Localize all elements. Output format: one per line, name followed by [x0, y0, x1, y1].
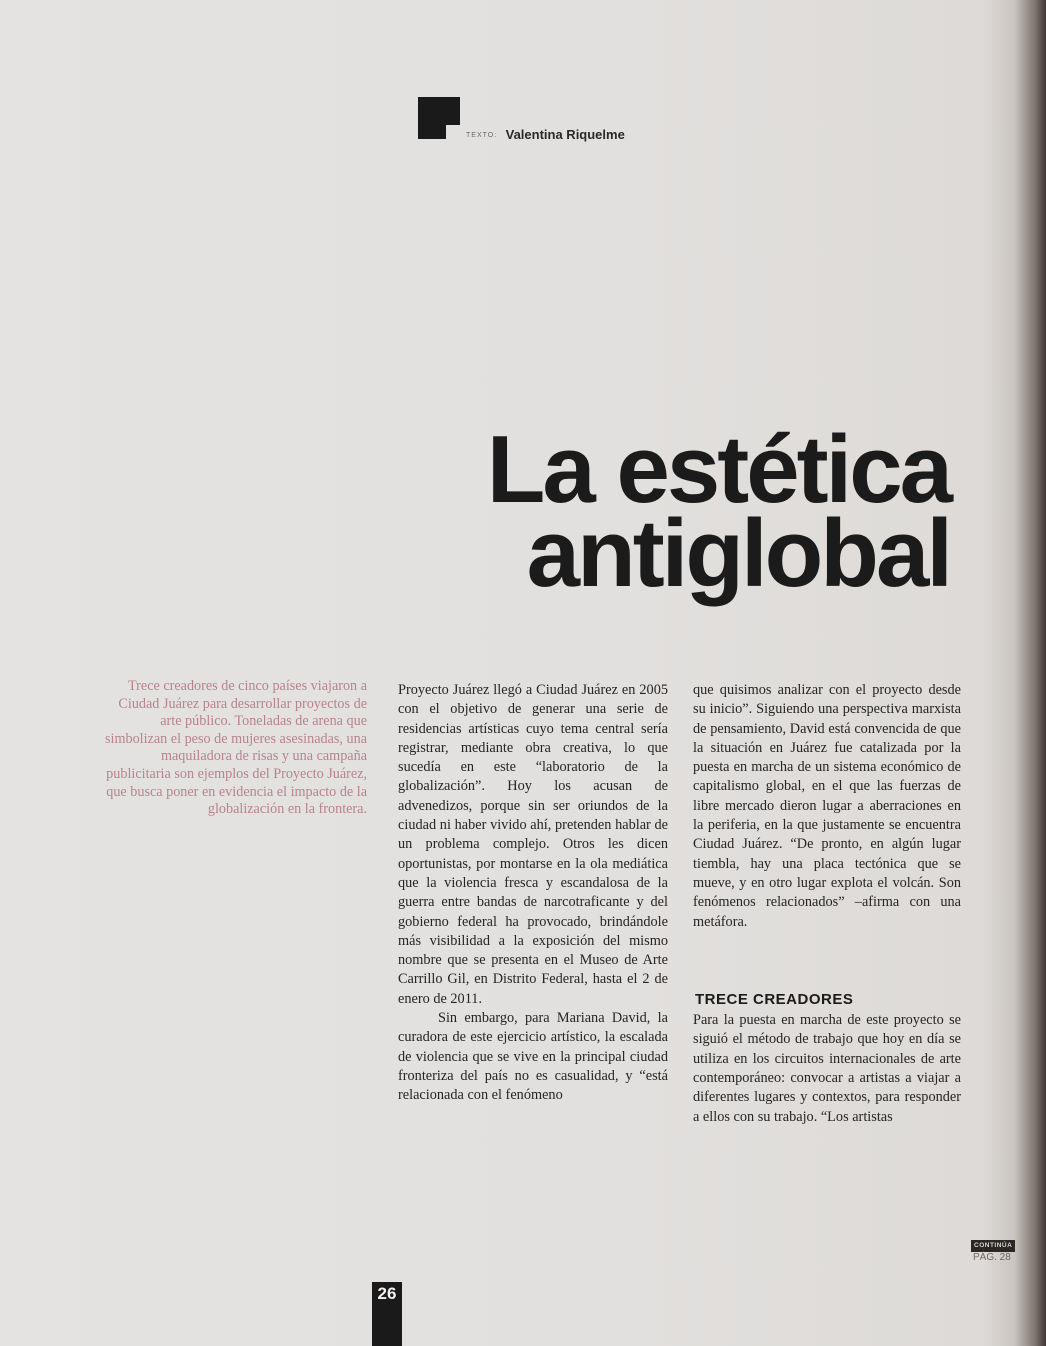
headline	[486, 416, 950, 607]
continue-marker	[971, 1240, 1015, 1263]
headline-line-2: antiglobal	[526, 500, 950, 607]
page-number: 26	[377, 1284, 397, 1303]
credit-square-mark	[418, 97, 460, 139]
page-number-tab	[372, 1282, 402, 1346]
author-name: Valentina Riquelme	[505, 127, 625, 142]
body-paragraph-3: que quisimos analizar con el proyecto desde su inicio”. Siguiendo una perspectiva marxista de pensamiento, David está convencida de que la situación en Juárez fue catalizada por la puesta en marcha de un sistema económico de capitalismo global, en el que las fuerzas de libre mercado dieron lugar a aberraciones en la periferia, en la que justamente se encuentra Ciudad Juárez. “De pronto, en algún lugar tiembla, hay una placa tectónica que se mueve, y en otro lugar explota el volcán. Son fenómenos relacionados” –afirma con una metáfora.	[693, 682, 961, 930]
body-paragraph-2: Sin embargo, para Mariana David, la curadora de este ejercicio artístico, la escalada de violencia que se vive en la principal ciudad fronteriza del país no es casualidad, y “está relacionada con el fenómeno	[398, 1010, 668, 1104]
body-column-2	[693, 681, 961, 1127]
intro-deck: Trece creadores de cinco países viajaron a Ciudad Juárez para desarrollar proyectos de arte público. Toneladas de arena que simbolizan el peso de mujeres asesinadas, una maquiladora de risas y una campaña publicitaria son ejemplos del Proyecto Juárez, que busca poner en evidencia el impacto de la globalización en la frontera.	[105, 678, 367, 818]
credit-label: TEXTO:	[466, 132, 498, 139]
body-column-1	[398, 681, 668, 1106]
body-paragraph-4: Para la puesta en marcha de este proyecto se siguió el método de trabajo que hoy en día se utiliza en los circuitos internacionales de arte contemporáneo: convocar a artistas a viajar a diferentes lugares y contextos, para responder a ellos con su trabajo. “Los artistas	[693, 1012, 961, 1125]
continue-page: PÁG. 28	[973, 1252, 1011, 1263]
author-credit	[466, 126, 625, 144]
section-heading: TRECE CREADORES	[695, 990, 854, 1008]
headline-line-1: La estética	[486, 416, 950, 523]
continue-label: CONTINÚA	[971, 1240, 1015, 1252]
body-paragraph-1: Proyecto Juárez llegó a Ciudad Juárez en 2005 con el objetivo de generar una serie de residencias artísticas cuyo tema central sería registrar, mediante obra creativa, lo que sucedía en este “laboratorio de la globalización”. Hoy los acusan de advenedizos, porque sin ser oriundos de la ciudad ni haber vivido ahí, pretenden hablar de un problema complejo. Otros les dicen oportunistas, por montarse en la ola mediática que la violencia fresca y escandalosa de la guerra entre bandas de narcotraficante y del gobierno federal ha provocado, brindándole más visibilidad a la exposición del mismo nombre que se presenta en el Museo de Arte Carrillo Gil, en Distrito Federal, hasta el 2 de enero de 2011.	[398, 682, 668, 1007]
